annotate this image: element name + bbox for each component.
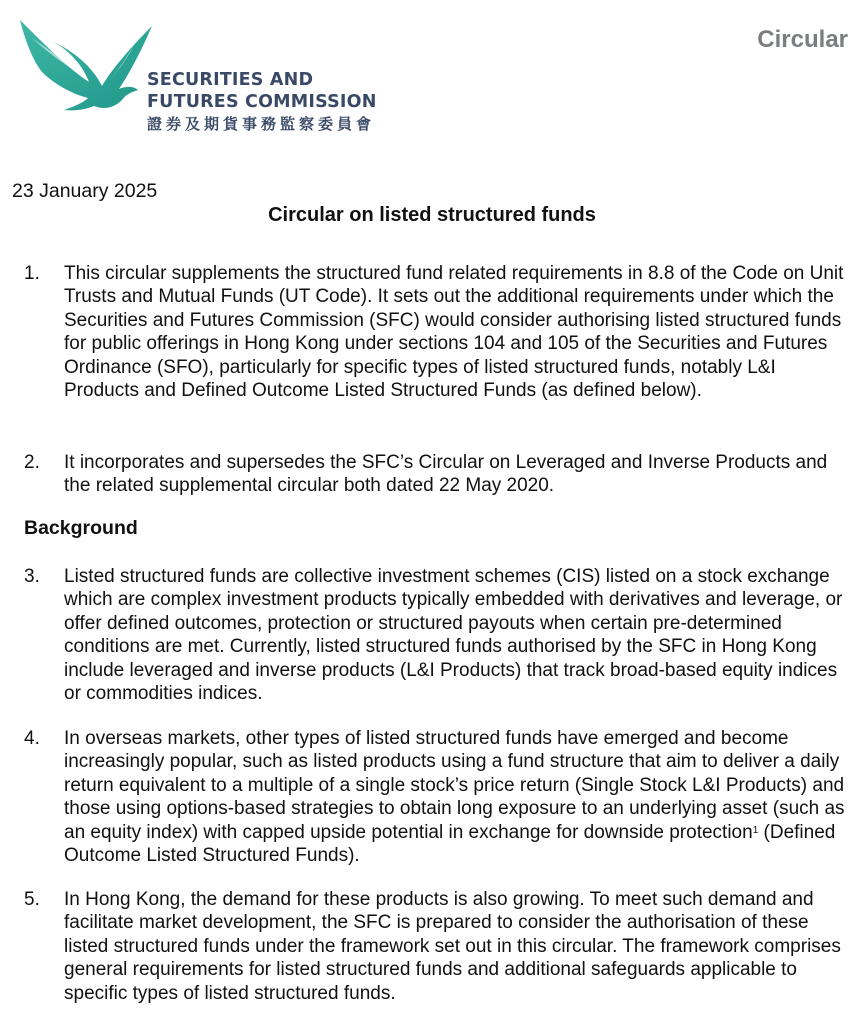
paragraph-text-tail: (Defined Outcome Listed Structured Funds). [64, 821, 836, 867]
section-heading-background: Background [24, 517, 138, 539]
paragraph-number: 5. [24, 889, 40, 910]
paragraph-number: 3. [24, 566, 40, 587]
paragraph-1 [24, 262, 854, 402]
paragraph-text: In Hong Kong, the demand for these products is also growing. To meet such demand and facilitate market development, the SFC is prepared to consider the authorisation of these listed structured funds under the framework set out in this circular. The framework comprises general requirements for listed structured funds and additional safeguards applicable to specific types of listed structured funds. [64, 889, 841, 1004]
sfc-logo [14, 14, 394, 144]
logo-text-line1: SECURITIES AND [147, 70, 314, 90]
eagle-icon [14, 14, 164, 124]
paragraph-5 [24, 888, 854, 1005]
paragraph-2 [24, 451, 854, 498]
footnote-marker[interactable]: 1 [752, 824, 759, 836]
paragraph-number: 2. [24, 452, 40, 473]
document-type-label: Circular [757, 26, 848, 53]
document-title: Circular on listed structured funds [268, 204, 596, 226]
paragraph-3 [24, 565, 854, 705]
logo-text-chinese: 證券及期貨事務監察委員會 [147, 115, 376, 133]
paragraph-text [64, 727, 854, 867]
paragraph-text: It incorporates and supersedes the SFC’s Circular on Leveraged and Inverse Products and the related supplemental circular both dated 22 May 2020. [64, 452, 828, 497]
paragraph-number: 4. [24, 728, 40, 749]
paragraph-text: This circular supplements the structured fund related requirements in 8.8 of the Code on Unit Trusts and Mutual Funds (UT Code). It sets out the additional requirements under which the Securities and Futures Commission (SFC) would consider authorising listed structured funds for public offerings in Hong Kong under sections 104 and 105 of the Securities and Futures Ordinance (SFO), particularly for specific types of listed structured funds, notably L&I Products and Defined Outcome Listed Structured Funds (as defined below). [64, 263, 844, 402]
paragraph-number: 1. [24, 263, 40, 284]
paragraph-text: Listed structured funds are collective investment schemes (CIS) listed on a stock exchange which are complex investment products typically embedded with derivatives and leverage, or offer defined outcomes, protection or structured payouts when certain pre-determined conditions are met. Currently, listed structured funds authorised by the SFC in Hong Kong include leveraged and inverse products (L&I Products) that track broad-based equity indices or commodities indices. [64, 566, 843, 705]
paragraph-text-main: In overseas markets, other types of listed structured funds have emerged and become increasingly popular, such as listed products using a fund structure that aim to deliver a daily return equivalent to a multiple of a single stock’s price return (Single Stock L&I Products) and those using options-based strategies to obtain long exposure to an underlying asset (such as an equity index) with capped upside potential in exchange for downside protection [64, 728, 845, 843]
paragraph-4 [24, 727, 854, 867]
document-date: 23 January 2025 [12, 180, 158, 202]
logo-text-line2: FUTURES COMMISSION [147, 92, 377, 112]
